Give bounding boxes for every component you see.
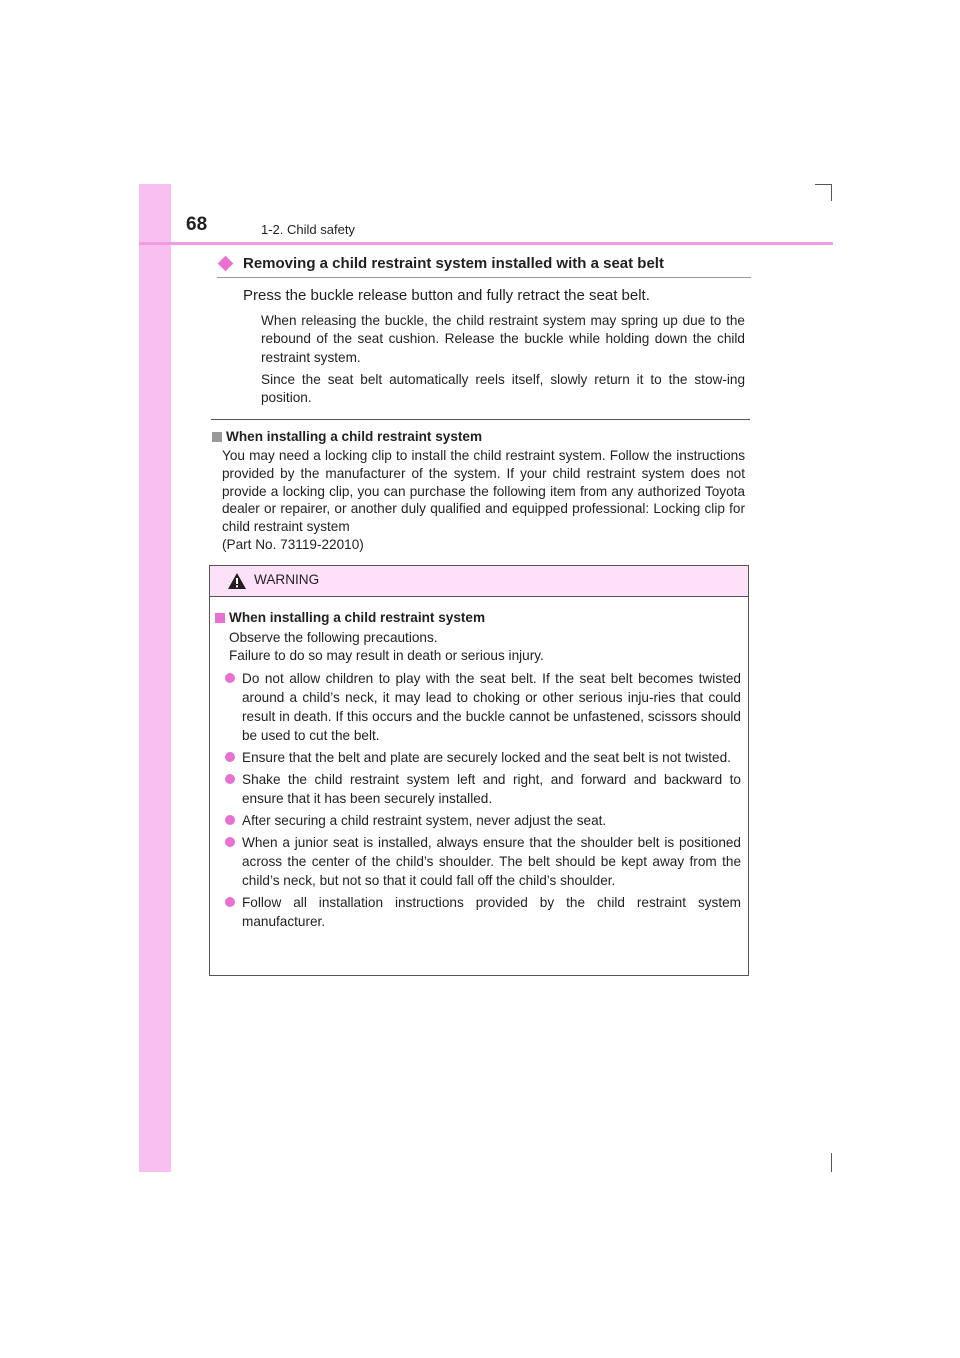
warning-bullet-text: Shake the child restraint system left and right, and forward and backward to ensure that it has been securely installed. [242,772,741,806]
diamond-icon [218,256,234,272]
crop-mark [815,184,832,185]
info-heading-text: When installing a child restraint system [226,429,483,444]
warning-bullet-text: Ensure that the belt and plate are securely locked and the seat belt is not twisted. [242,750,731,765]
warning-bullet [210,770,746,808]
section-title: 1-2. Child safety [261,222,355,237]
warning-triangle-icon [228,573,246,589]
bullet-dot-icon [225,752,235,762]
warning-intro-line: Failure to do so may result in death or serious injury. [229,648,544,663]
warning-bullet [210,748,746,767]
warning-intro [229,629,544,665]
warning-bullet-text: Follow all installation instructions provided by the child restraint system manufacturer. [242,895,741,929]
crop-mark [831,184,832,201]
warning-bullet [210,669,746,745]
square-bullet-icon [215,613,225,623]
warning-label: WARNING [254,572,320,587]
warning-bullet-text: Do not allow children to play with the seat belt. If the seat belt becomes twisted around a child’s neck, it may lead to choking or other serious inju-ries that could result in death. If this occurs and the buckle cannot be unfastened, scissors should be used to cut the belt. [242,671,741,743]
subsection-heading [217,253,751,278]
warning-bullet-text: After securing a child restraint system, never adjust the seat. [242,813,607,828]
warning-header [210,566,748,597]
bullet-dot-icon [225,837,235,847]
part-number: (Part No. 73119-22010) [222,536,364,552]
warning-bullet [210,811,746,830]
warning-bullet [210,833,746,890]
step-instruction: Press the buckle release button and fully retract the seat belt. [243,287,650,304]
warning-bullets [210,669,746,934]
info-heading [212,427,745,447]
section-divider [211,419,750,420]
bullet-dot-icon [225,897,235,907]
note-paragraph: Since the seat belt automatically reels itself, slowly return it to the stow-ing position. [261,372,745,406]
subsection-title: Removing a child restraint system installed with a seat belt [243,255,664,272]
bullet-dot-icon [225,673,235,683]
warning-bullet-text: When a junior seat is installed, always ensure that the shoulder belt is positioned across the center of the child’s shoulder. The belt should be kept away from the child’s neck, but not so that it could fall off the child’s shoulder. [242,835,741,888]
side-tab-strip [139,184,171,1172]
bullet-dot-icon [225,774,235,784]
warning-intro-line: Observe the following precautions. [229,630,438,645]
header-rule [139,242,833,245]
page-number: 68 [186,214,208,235]
note-paragraph: When releasing the buckle, the child restraint system may spring up due to the rebound of the seat cushion. Release the buckle while holding down the child restraint system. [261,313,745,365]
warning-heading [215,610,485,625]
info-block [212,427,745,554]
square-bullet-icon [212,432,222,442]
bullet-dot-icon [225,815,235,825]
warning-heading-text: When installing a child restraint system [229,610,486,625]
warning-bullet [210,893,746,931]
info-body: You may need a locking clip to install the child restraint system. Follow the instructions provided by the manufacturer of the system. If your child restraint system does not provide a locking clip, you can purchase the following item from any authorized Toyota dealer or repairer, or another duly qualified and equipped professional: Locking clip for child restraint system [222,448,745,535]
warning-box [209,565,749,976]
crop-mark [831,1153,832,1172]
